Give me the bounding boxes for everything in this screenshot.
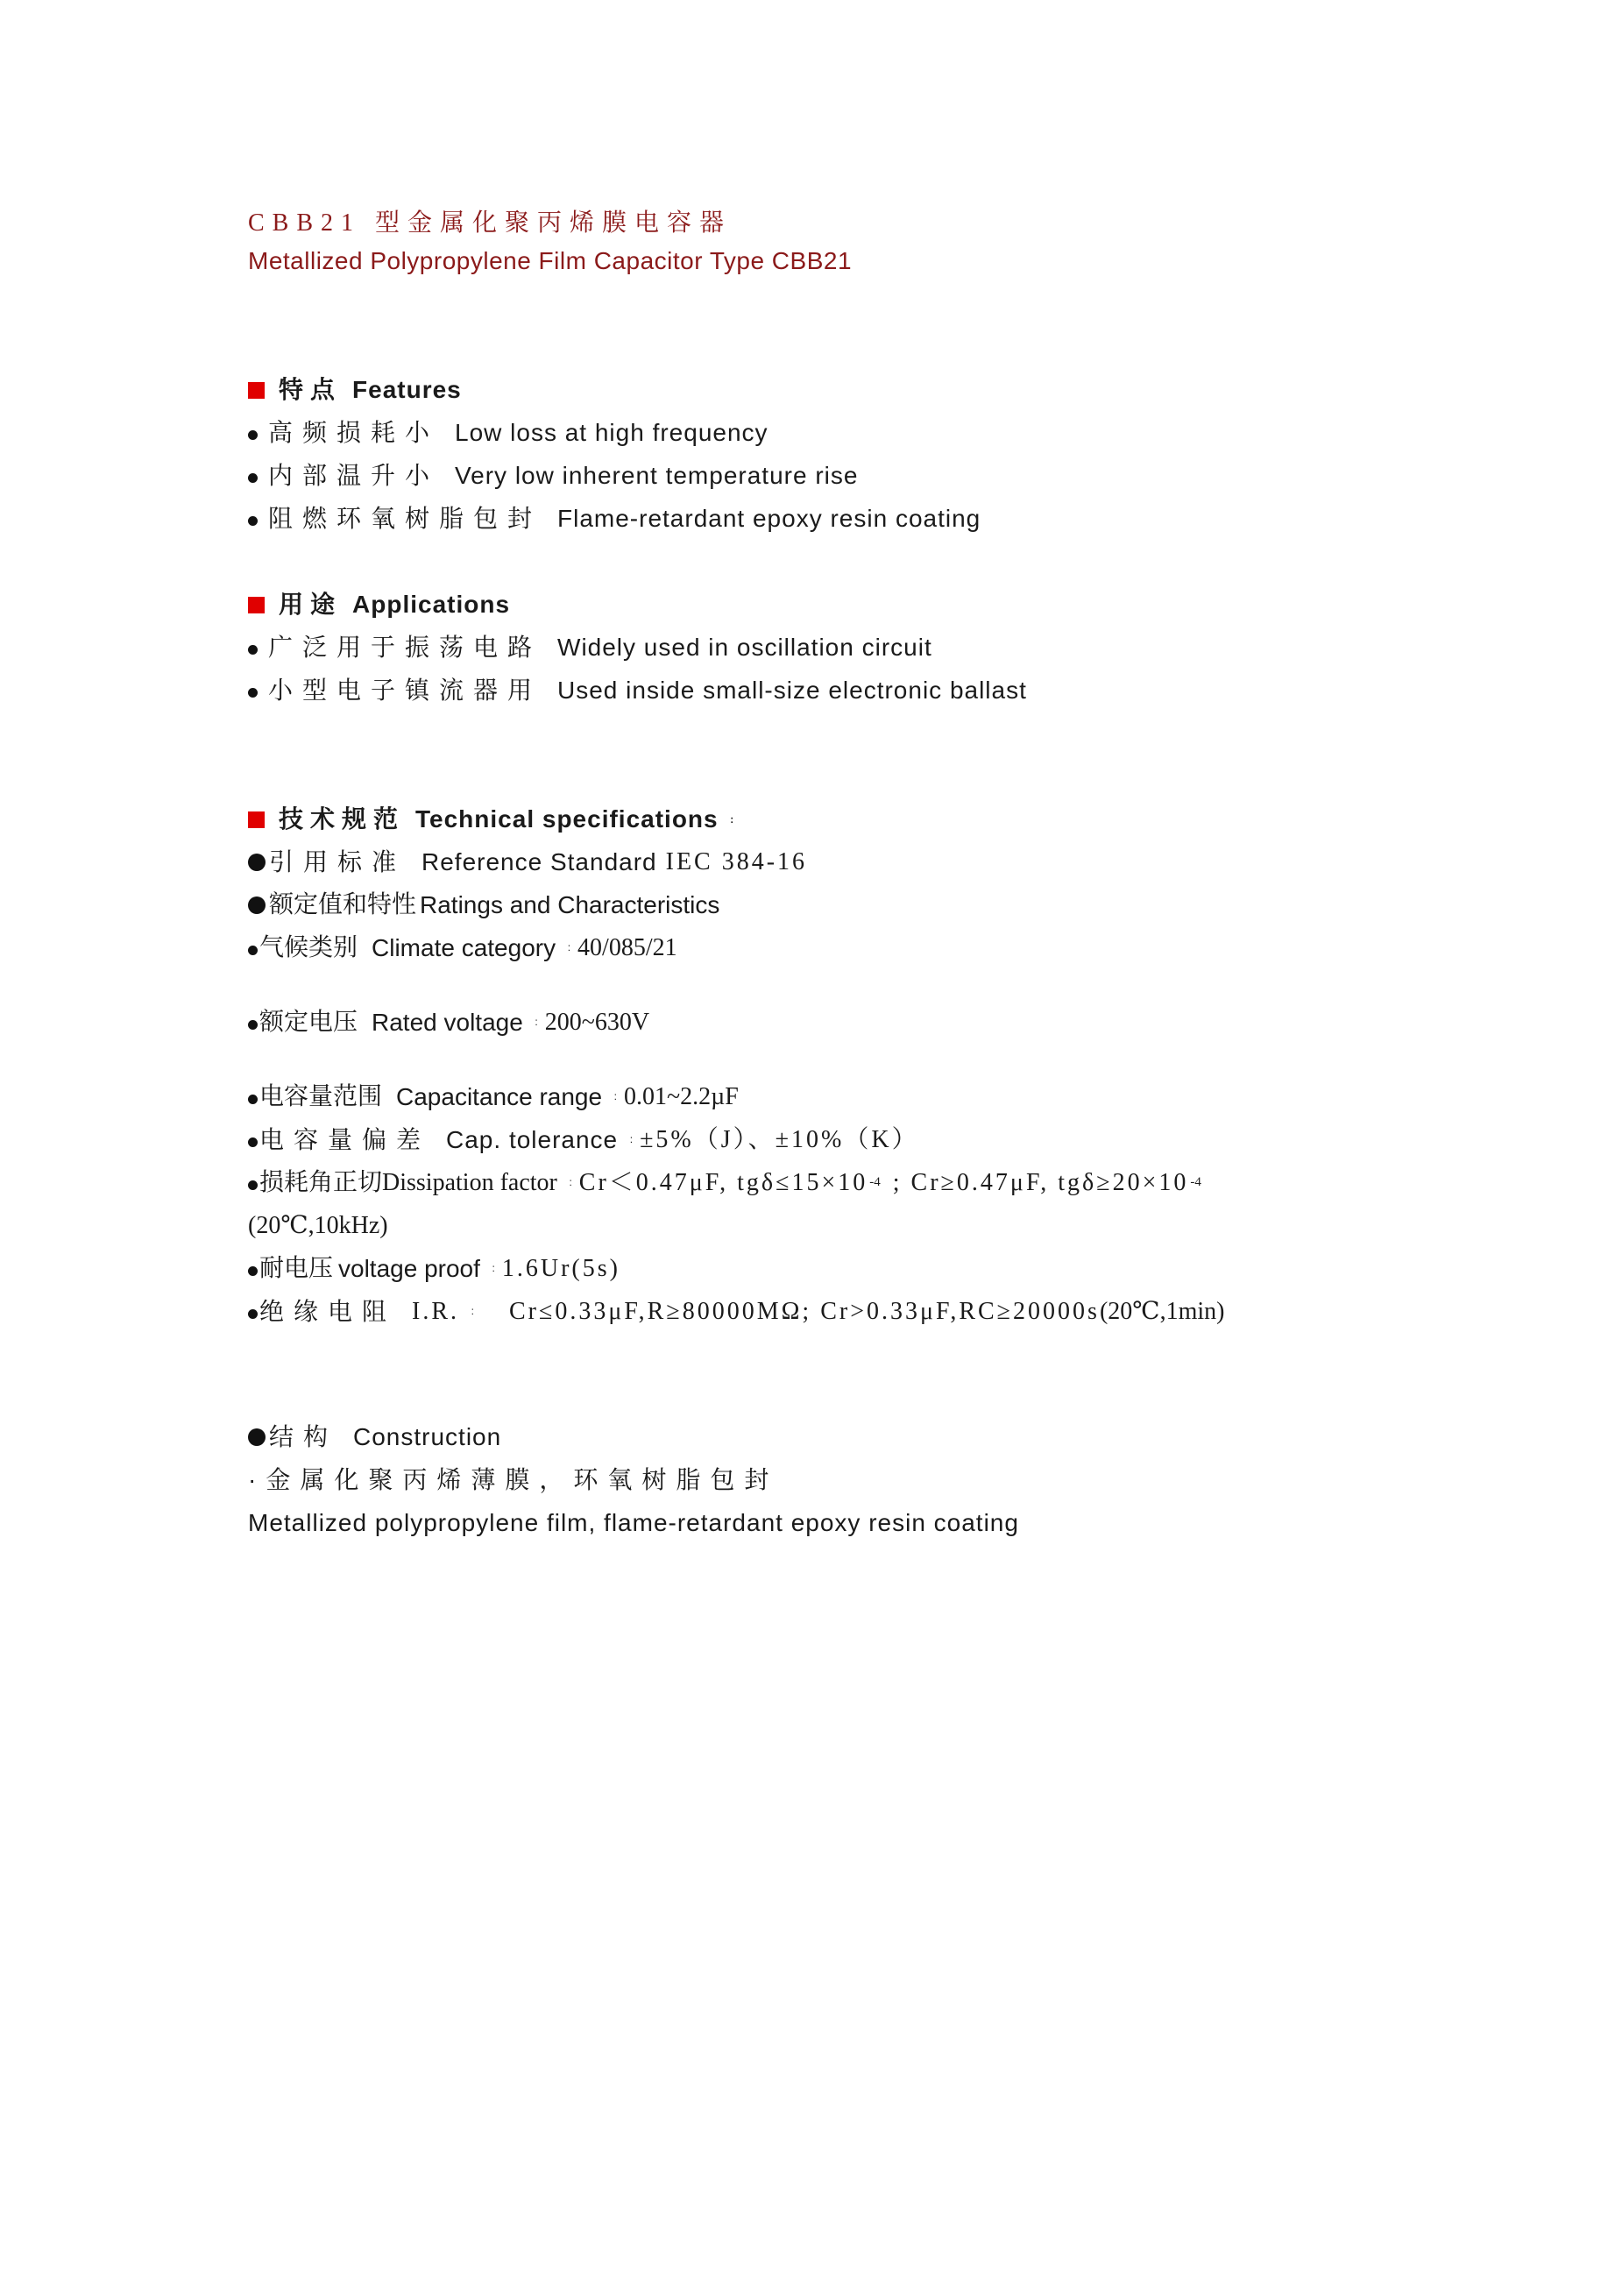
spec-reference: 引用标准 Reference Standard IEC 384-16 [248, 840, 1224, 883]
spec-climate: 气候类别 Climate category ﾠ: 40/085/21 [248, 926, 1224, 969]
spec-voltage-proof: 耐电压 voltage proof ﾠ: 1.6Ur(5s) [248, 1247, 1224, 1290]
feature-item: 高频损耗小 Low loss at high frequency [248, 411, 981, 454]
specs-heading: 技术规范 Technical specifications ﾠ: [248, 798, 1224, 840]
spec-insulation: 绝缘电阻 I.R. ﾠ: Cr≤0.33μF,R≥80000MΩ; Cr>0.33μF,RC≥20000s (20℃,1min) [248, 1290, 1224, 1333]
bullet-icon [248, 896, 266, 914]
title-english: Metallized Polypropylene Film Capacitor Type CBB21 [248, 247, 853, 274]
features-heading: 特点 Features [248, 369, 981, 411]
bullet-icon [248, 946, 258, 955]
spec-ratings: 额定值和特性 Ratings and Characteristics [248, 883, 1224, 926]
application-item: 小型电子镇流器用 Used inside small-size electronic ballast [248, 669, 1027, 712]
spec-capacitance: 电容量范围 Capacitance range ﾠ: 0.01~2.2µF [248, 1075, 1224, 1118]
features-section [248, 369, 981, 540]
spec-tolerance: 电容量偏差 Cap. tolerance ﾠ: ±5%（J）、±10%（K） [248, 1118, 1224, 1161]
bullet-icon [248, 645, 258, 655]
specs-section [248, 798, 1224, 1333]
bullet-icon [248, 430, 258, 440]
bullet-icon [248, 516, 258, 526]
construction-cn-text: ·金属化聚丙烯薄膜，环氧树脂包封 [248, 1466, 779, 1493]
title-chinese: CBB21 型金属化聚丙烯膜电容器 [248, 209, 733, 237]
applications-heading: 用途 Applications [248, 584, 1027, 626]
spec-voltage: 额定电压 Rated voltage ﾠ: 200~630V [248, 1001, 1224, 1044]
red-square-icon [248, 597, 265, 613]
bullet-icon [248, 1428, 266, 1446]
bullet-icon [248, 473, 258, 483]
spec-dissipation: 损耗角正切 Dissipation factor ﾠ: Cr＜0.47μF, tgδ≤15×10 -4 ; Cr≥0.47μF, tgδ≥20×10 -4 [248, 1161, 1224, 1204]
construction-heading: 结构 Construction [248, 1415, 1019, 1458]
bullet-icon [248, 1137, 258, 1147]
construction-en-text: Metallized polypropylene film, flame-retardant epoxy resin coating [248, 1509, 1019, 1536]
application-item: 广泛用于振荡电路 Widely used in oscillation circuit [248, 626, 1027, 669]
bullet-icon [248, 1020, 258, 1030]
applications-section [248, 584, 1027, 712]
bullet-icon [248, 1180, 258, 1190]
red-square-icon [248, 811, 265, 828]
spec-dissipation-condition: (20℃,10kHz) [248, 1212, 388, 1239]
bullet-icon [248, 1266, 258, 1276]
bullet-icon [248, 854, 266, 871]
bullet-icon [248, 688, 258, 698]
feature-item: 阻燃环氧树脂包封 Flame-retardant epoxy resin coating [248, 497, 981, 540]
red-square-icon [248, 382, 265, 399]
feature-item: 内部温升小 Very low inherent temperature rise [248, 454, 981, 497]
bullet-icon [248, 1095, 258, 1104]
construction-section [248, 1415, 1019, 1544]
bullet-icon [248, 1309, 258, 1319]
